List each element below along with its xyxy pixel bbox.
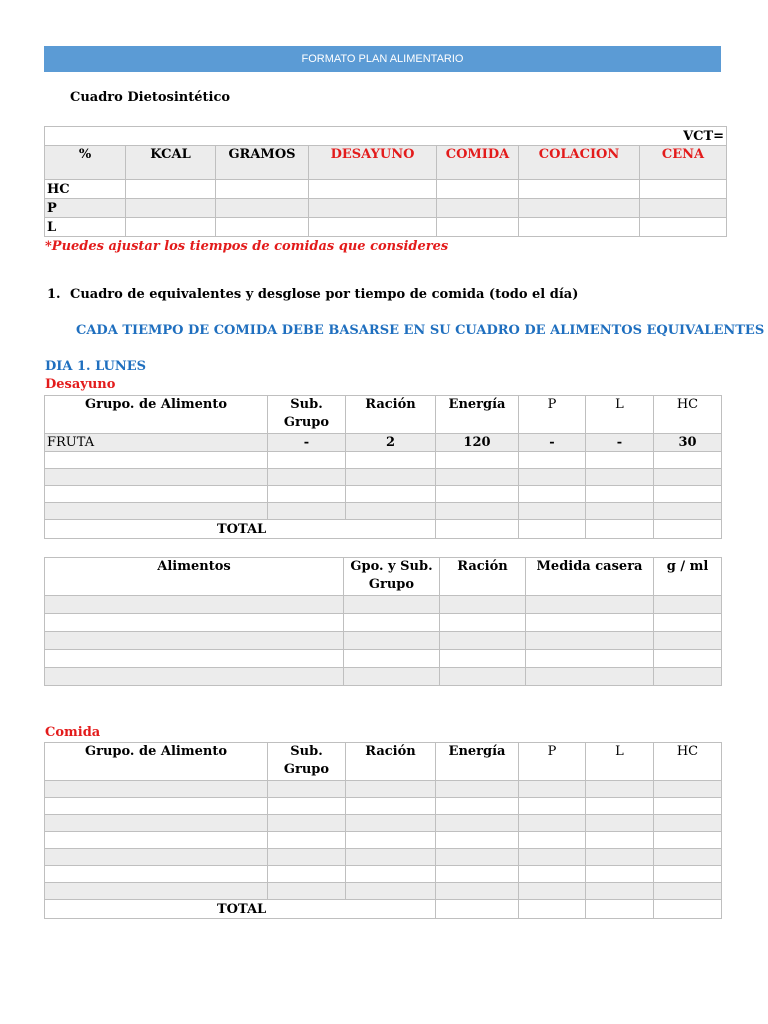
- table-cell[interactable]: [45, 596, 344, 614]
- dieto-cell[interactable]: [309, 180, 437, 199]
- alimentos-header-grupo: Gpo. y Sub. Grupo: [344, 558, 440, 596]
- equiv-header-p: P: [519, 743, 586, 781]
- dieto-cell[interactable]: [437, 218, 519, 237]
- table-cell[interactable]: [346, 781, 436, 798]
- table-cell[interactable]: [440, 596, 526, 614]
- vct-cell[interactable]: VCT=: [45, 127, 727, 146]
- dieto-cell[interactable]: [126, 199, 216, 218]
- equiv-header-energia: Energía: [436, 743, 519, 781]
- table-cell[interactable]: [346, 452, 436, 469]
- table-cell[interactable]: [654, 832, 722, 849]
- table-cell[interactable]: [519, 781, 586, 798]
- total-label: TOTAL: [45, 520, 436, 539]
- desayuno-cell-energia[interactable]: 120: [436, 434, 519, 452]
- table-cell[interactable]: [440, 632, 526, 650]
- table-cell[interactable]: [436, 469, 519, 486]
- page-banner: FORMATO PLAN ALIMENTARIO: [44, 46, 721, 72]
- table-cell[interactable]: [654, 849, 722, 866]
- table-cell[interactable]: [344, 614, 440, 632]
- table-cell[interactable]: [344, 596, 440, 614]
- equiv-header-energia: Energía: [436, 396, 519, 434]
- table-cell[interactable]: [586, 832, 654, 849]
- table-cell[interactable]: [344, 632, 440, 650]
- table-cell[interactable]: [526, 650, 654, 668]
- table-cell[interactable]: [586, 781, 654, 798]
- table-cell[interactable]: [268, 798, 346, 815]
- table-cell[interactable]: [45, 668, 344, 686]
- total-cell[interactable]: [586, 520, 654, 539]
- dieto-cell[interactable]: [519, 199, 640, 218]
- table-cell[interactable]: [268, 815, 346, 832]
- table-cell[interactable]: [440, 668, 526, 686]
- dieto-row-hc: HC: [45, 180, 126, 199]
- table-cell[interactable]: [519, 849, 586, 866]
- dieto-cell[interactable]: [309, 218, 437, 237]
- table-cell[interactable]: [654, 866, 722, 883]
- dieto-header-cena: CENA: [640, 146, 727, 180]
- table-cell[interactable]: [45, 832, 268, 849]
- table-cell[interactable]: [586, 452, 654, 469]
- table-cell[interactable]: [519, 452, 586, 469]
- table-cell[interactable]: [344, 650, 440, 668]
- total-label: TOTAL: [45, 900, 436, 919]
- table-cell[interactable]: [586, 486, 654, 503]
- dieto-header-percent: %: [45, 146, 126, 180]
- table-cell[interactable]: [519, 832, 586, 849]
- dieto-cell[interactable]: [216, 218, 309, 237]
- equiv-header-l: L: [586, 396, 654, 434]
- total-cell[interactable]: [654, 520, 722, 539]
- total-cell[interactable]: [519, 520, 586, 539]
- table-cell[interactable]: [346, 815, 436, 832]
- desayuno-cell-grupo[interactable]: FRUTA: [45, 434, 268, 452]
- table-cell[interactable]: [45, 614, 344, 632]
- alimentos-header-racion: Ración: [440, 558, 526, 596]
- table-cell[interactable]: [346, 866, 436, 883]
- dieto-header-colacion: COLACION: [519, 146, 640, 180]
- adjust-note: *Puedes ajustar los tiempos de comidas que consideres: [45, 239, 449, 254]
- table-cell[interactable]: [654, 798, 722, 815]
- table-cell[interactable]: [45, 486, 268, 503]
- alimentos-header-alimentos: Alimentos: [45, 558, 344, 596]
- table-cell[interactable]: [436, 815, 519, 832]
- table-cell[interactable]: [268, 503, 346, 520]
- dieto-cell[interactable]: [640, 218, 727, 237]
- table-cell[interactable]: [346, 486, 436, 503]
- equiv-header-grupo: Grupo. de Alimento: [45, 396, 268, 434]
- total-cell[interactable]: [436, 520, 519, 539]
- table-cell[interactable]: [346, 469, 436, 486]
- table-cell[interactable]: [519, 883, 586, 900]
- table-cell[interactable]: [268, 469, 346, 486]
- section-number: 1.: [47, 287, 61, 302]
- equiv-header-subgrupo: Sub. Grupo: [268, 743, 346, 781]
- equiv-header-p: P: [519, 396, 586, 434]
- total-cell[interactable]: [519, 900, 586, 919]
- total-cell[interactable]: [436, 900, 519, 919]
- desayuno-cell-racion[interactable]: 2: [346, 434, 436, 452]
- desayuno-cell-subgrupo[interactable]: -: [268, 434, 346, 452]
- table-cell[interactable]: [519, 503, 586, 520]
- cuadro-title: Cuadro Dietosintético: [70, 90, 231, 105]
- table-cell[interactable]: [268, 781, 346, 798]
- total-cell[interactable]: [586, 900, 654, 919]
- table-cell[interactable]: [268, 849, 346, 866]
- table-cell[interactable]: [519, 798, 586, 815]
- dieto-row-p: P: [45, 199, 126, 218]
- table-cell[interactable]: [654, 883, 722, 900]
- desayuno-cell-hc[interactable]: 30: [654, 434, 722, 452]
- table-cell[interactable]: [436, 503, 519, 520]
- table-cell[interactable]: [586, 469, 654, 486]
- dieto-cell[interactable]: [519, 218, 640, 237]
- desayuno-cell-l[interactable]: -: [586, 434, 654, 452]
- dieto-cell[interactable]: [216, 180, 309, 199]
- comida-label: Comida: [45, 725, 101, 740]
- table-cell[interactable]: [586, 849, 654, 866]
- table-cell[interactable]: [586, 815, 654, 832]
- equiv-header-grupo: Grupo. de Alimento: [45, 743, 268, 781]
- dieto-header-desayuno: DESAYUNO: [309, 146, 437, 180]
- dieto-cell[interactable]: [519, 180, 640, 199]
- alimentos-table: [44, 557, 722, 686]
- table-cell[interactable]: [654, 668, 722, 686]
- table-cell[interactable]: [526, 668, 654, 686]
- table-cell[interactable]: [436, 832, 519, 849]
- table-cell[interactable]: [586, 798, 654, 815]
- section-title: Cuadro de equivalentes y desglose por tiempo de comida (todo el día): [70, 287, 579, 302]
- alimentos-header-medida: Medida casera: [526, 558, 654, 596]
- dieto-cell[interactable]: [216, 199, 309, 218]
- table-cell[interactable]: [346, 832, 436, 849]
- table-cell[interactable]: [346, 798, 436, 815]
- instruction-text: CADA TIEMPO DE COMIDA DEBE BASARSE EN SU CUADRO DE ALIMENTOS EQUIVALENTES: [76, 323, 765, 338]
- table-cell[interactable]: [654, 469, 722, 486]
- dieto-header-gramos: GRAMOS: [216, 146, 309, 180]
- table-cell[interactable]: [586, 866, 654, 883]
- dietosintetico-table: [44, 126, 727, 237]
- table-cell[interactable]: [45, 781, 268, 798]
- table-cell[interactable]: [436, 866, 519, 883]
- table-cell[interactable]: [519, 815, 586, 832]
- dieto-header-kcal: KCAL: [126, 146, 216, 180]
- dieto-header-comida: COMIDA: [437, 146, 519, 180]
- table-cell[interactable]: [45, 866, 268, 883]
- table-cell[interactable]: [654, 815, 722, 832]
- table-cell[interactable]: [654, 452, 722, 469]
- dieto-cell[interactable]: [437, 180, 519, 199]
- equiv-header-hc: HC: [654, 396, 722, 434]
- table-cell[interactable]: [346, 849, 436, 866]
- table-cell[interactable]: [45, 452, 268, 469]
- table-cell[interactable]: [654, 614, 722, 632]
- table-cell[interactable]: [654, 503, 722, 520]
- table-cell[interactable]: [45, 815, 268, 832]
- table-cell[interactable]: [436, 486, 519, 503]
- table-cell[interactable]: [586, 503, 654, 520]
- table-cell[interactable]: [45, 849, 268, 866]
- table-cell[interactable]: [436, 781, 519, 798]
- equiv-header-racion: Ración: [346, 743, 436, 781]
- dieto-cell[interactable]: [640, 180, 727, 199]
- table-cell[interactable]: [519, 469, 586, 486]
- desayuno-equiv-table: [44, 395, 722, 539]
- desayuno-cell-p[interactable]: -: [519, 434, 586, 452]
- comida-equiv-table: [44, 742, 722, 919]
- equiv-header-racion: Ración: [346, 396, 436, 434]
- table-cell[interactable]: [654, 486, 722, 503]
- table-cell[interactable]: [440, 650, 526, 668]
- equiv-header-l: L: [586, 743, 654, 781]
- total-cell[interactable]: [654, 900, 722, 919]
- dieto-cell[interactable]: [126, 218, 216, 237]
- table-cell[interactable]: [268, 486, 346, 503]
- table-cell[interactable]: [45, 883, 268, 900]
- table-cell[interactable]: [526, 614, 654, 632]
- equiv-header-subgrupo: Sub. Grupo: [268, 396, 346, 434]
- table-cell[interactable]: [344, 668, 440, 686]
- table-cell[interactable]: [586, 883, 654, 900]
- table-cell[interactable]: [45, 503, 268, 520]
- table-cell[interactable]: [268, 452, 346, 469]
- table-cell[interactable]: [45, 650, 344, 668]
- table-cell[interactable]: [436, 849, 519, 866]
- dieto-cell[interactable]: [640, 199, 727, 218]
- table-cell[interactable]: [436, 883, 519, 900]
- table-cell[interactable]: [654, 781, 722, 798]
- table-cell[interactable]: [654, 596, 722, 614]
- table-cell[interactable]: [346, 503, 436, 520]
- equiv-header-hc: HC: [654, 743, 722, 781]
- table-cell[interactable]: [268, 883, 346, 900]
- day-label: DIA 1. LUNES: [45, 359, 147, 374]
- dieto-cell[interactable]: [126, 180, 216, 199]
- table-cell[interactable]: [45, 798, 268, 815]
- dieto-row-l: L: [45, 218, 126, 237]
- table-cell[interactable]: [654, 632, 722, 650]
- table-cell[interactable]: [436, 798, 519, 815]
- table-cell[interactable]: [519, 866, 586, 883]
- table-cell[interactable]: [526, 632, 654, 650]
- table-cell[interactable]: [45, 632, 344, 650]
- dieto-cell[interactable]: [437, 199, 519, 218]
- table-cell[interactable]: [268, 866, 346, 883]
- table-cell[interactable]: [519, 486, 586, 503]
- table-cell[interactable]: [654, 650, 722, 668]
- table-cell[interactable]: [436, 452, 519, 469]
- table-cell[interactable]: [526, 596, 654, 614]
- desayuno-label: Desayuno: [45, 377, 116, 392]
- table-cell[interactable]: [268, 832, 346, 849]
- table-cell[interactable]: [346, 883, 436, 900]
- table-cell[interactable]: [45, 469, 268, 486]
- alimentos-header-gml: g / ml: [654, 558, 722, 596]
- table-cell[interactable]: [440, 614, 526, 632]
- dieto-cell[interactable]: [309, 199, 437, 218]
